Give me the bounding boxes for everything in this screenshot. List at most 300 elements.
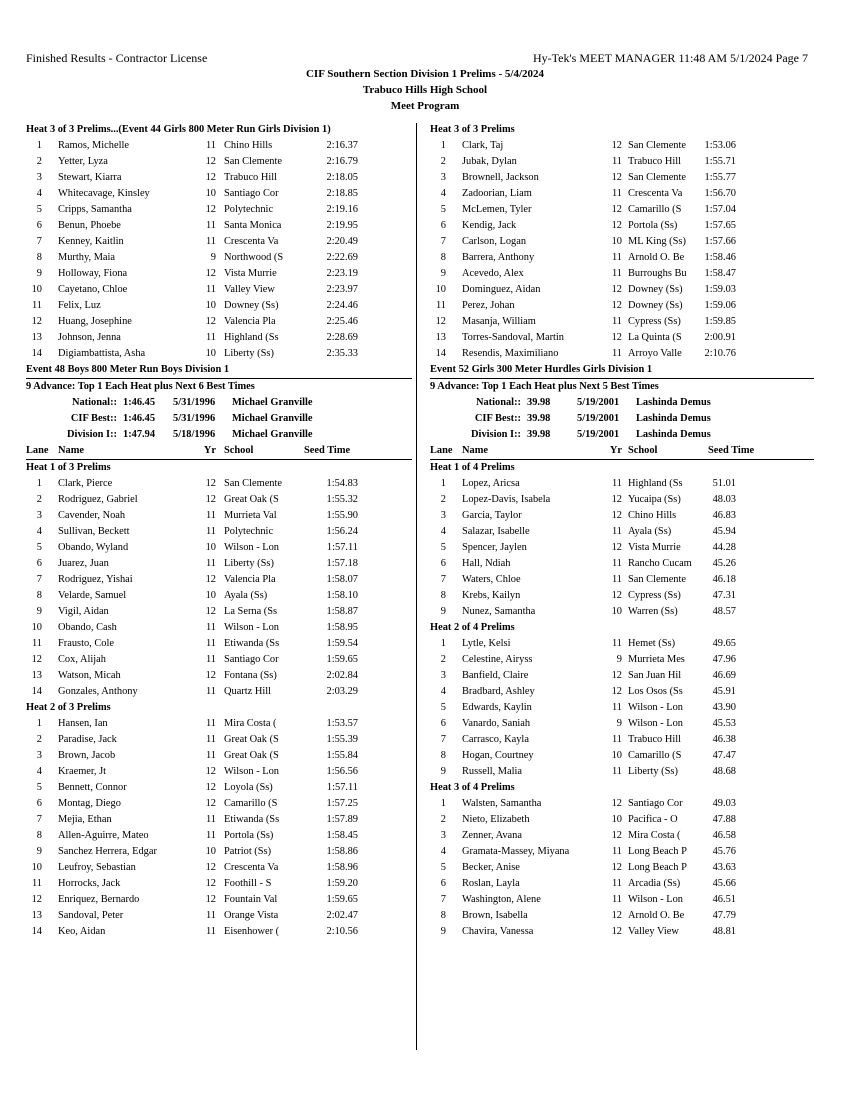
entry-name: Enriquez, Bernardo bbox=[58, 894, 140, 905]
entry-school: Downey (Ss) bbox=[628, 300, 683, 311]
entry-school: Orange Vista bbox=[224, 910, 279, 921]
entry-school: Arcadia (Ss) bbox=[628, 878, 681, 889]
entry-place: 8 bbox=[440, 590, 446, 601]
entry-name: Ramos, Michelle bbox=[58, 140, 129, 151]
record-holder: Lashinda Demus bbox=[636, 429, 711, 440]
entry-yr: 11 bbox=[611, 846, 622, 857]
entry-yr: 12 bbox=[205, 268, 216, 279]
heat-title bbox=[430, 620, 814, 636]
entry-yr: 12 bbox=[205, 766, 216, 777]
entry-time: 1:57.11 bbox=[326, 782, 358, 793]
entry-time: 2:22.69 bbox=[326, 252, 358, 263]
seed-row bbox=[26, 636, 412, 652]
entry-place: 2 bbox=[440, 156, 446, 167]
entry-place: 6 bbox=[36, 558, 42, 569]
entry-place: 8 bbox=[440, 910, 446, 921]
entry-school: Fontana (Ss) bbox=[224, 670, 277, 681]
heat-title bbox=[430, 122, 814, 138]
entry-name: Cayetano, Chloe bbox=[58, 284, 128, 295]
entry-school: Cypress (Ss) bbox=[628, 590, 681, 601]
entry-time: 47.79 bbox=[712, 910, 736, 921]
entry-yr: 12 bbox=[205, 478, 216, 489]
entry-school: Northwood (S bbox=[224, 252, 284, 263]
entry-name: Huang, Josephine bbox=[58, 316, 132, 327]
event-title-text: Event 48 Boys 800 Meter Run Boys Division 1 bbox=[26, 364, 230, 375]
entry-time: 2:16.37 bbox=[326, 140, 358, 151]
event-title bbox=[26, 362, 412, 379]
seed-row bbox=[430, 844, 814, 860]
entry-yr: 12 bbox=[611, 542, 622, 553]
entry-school: Ayala (Ss) bbox=[628, 526, 672, 537]
entry-name: Obando, Cash bbox=[58, 622, 117, 633]
entry-time: 1:59.03 bbox=[704, 284, 736, 295]
entry-name: Johnson, Jenna bbox=[58, 332, 121, 343]
entry-school: Great Oak (S bbox=[224, 494, 279, 505]
entry-name: Yetter, Lyza bbox=[58, 156, 108, 167]
entry-place: 5 bbox=[440, 702, 446, 713]
entry-time: 1:56.70 bbox=[704, 188, 736, 199]
entry-place: 8 bbox=[440, 750, 446, 761]
record-line bbox=[430, 411, 814, 427]
record-line bbox=[26, 427, 412, 443]
entry-yr: 11 bbox=[205, 510, 216, 521]
entry-place: 13 bbox=[31, 332, 42, 343]
record-value: 39.98 bbox=[527, 413, 551, 424]
col-school: School bbox=[224, 445, 254, 456]
entry-place: 9 bbox=[440, 606, 446, 617]
entry-time: 1:59.54 bbox=[326, 638, 358, 649]
entry-school: Etiwanda (Ss bbox=[224, 814, 280, 825]
heat-title-text: Heat 2 of 3 Prelims bbox=[26, 702, 111, 713]
entry-school: La Serna (Ss bbox=[224, 606, 278, 617]
entry-yr: 11 bbox=[205, 686, 216, 697]
entry-yr: 12 bbox=[611, 926, 622, 937]
seed-row bbox=[26, 572, 412, 588]
entry-name: Krebs, Kailyn bbox=[462, 590, 521, 601]
entry-yr: 10 bbox=[205, 188, 216, 199]
entry-name: Russell, Malia bbox=[462, 766, 523, 777]
record-date: 5/19/2001 bbox=[577, 397, 620, 408]
seed-row bbox=[26, 556, 412, 572]
entry-school: Cypress (Ss) bbox=[628, 316, 681, 327]
entry-name: Nunez, Samantha bbox=[462, 606, 536, 617]
entry-yr: 12 bbox=[205, 798, 216, 809]
entry-yr: 10 bbox=[611, 606, 622, 617]
entry-place: 7 bbox=[36, 236, 42, 247]
seed-row bbox=[26, 876, 412, 892]
entry-time: 1:58.10 bbox=[326, 590, 358, 601]
heat-title bbox=[430, 780, 814, 796]
entry-yr: 11 bbox=[205, 910, 216, 921]
record-label: Division I:: bbox=[471, 429, 521, 440]
record-date: 5/19/2001 bbox=[577, 413, 620, 424]
seed-row bbox=[26, 684, 412, 700]
entry-time: 51.01 bbox=[712, 478, 736, 489]
entry-yr: 11 bbox=[611, 878, 622, 889]
entry-place: 3 bbox=[36, 510, 42, 521]
entry-name: Lopez, Aricsa bbox=[462, 478, 520, 489]
entry-place: 3 bbox=[440, 670, 446, 681]
entry-name: Nieto, Elizabeth bbox=[462, 814, 530, 825]
entry-yr: 11 bbox=[611, 252, 622, 263]
entry-time: 49.65 bbox=[712, 638, 736, 649]
entry-time: 2:02.84 bbox=[326, 670, 358, 681]
entry-yr: 11 bbox=[205, 558, 216, 569]
entry-name: Allen-Aguirre, Mateo bbox=[58, 830, 149, 841]
col-yr: Yr bbox=[203, 445, 216, 456]
entry-school: Long Beach P bbox=[628, 846, 687, 857]
seed-row bbox=[430, 524, 814, 540]
entry-yr: 11 bbox=[611, 638, 622, 649]
entry-yr: 11 bbox=[205, 526, 216, 537]
entry-place: 5 bbox=[36, 782, 42, 793]
entry-name: Clark, Taj bbox=[462, 140, 504, 151]
entry-name: Resendis, Maximiliano bbox=[462, 348, 559, 359]
right-column bbox=[430, 122, 814, 940]
entry-yr: 10 bbox=[205, 846, 216, 857]
entry-yr: 11 bbox=[611, 574, 622, 585]
entry-school: San Clemente bbox=[628, 140, 687, 151]
entry-yr: 11 bbox=[611, 894, 622, 905]
record-line bbox=[26, 395, 412, 411]
entry-place: 9 bbox=[440, 766, 446, 777]
entry-yr: 12 bbox=[205, 316, 216, 327]
seed-row bbox=[26, 892, 412, 908]
record-label: National:: bbox=[475, 397, 521, 408]
entry-school: Yucaipa (Ss) bbox=[628, 494, 681, 505]
entry-school: Crescenta Va bbox=[224, 862, 279, 873]
entry-place: 8 bbox=[36, 590, 42, 601]
entry-place: 4 bbox=[36, 188, 42, 199]
entry-time: 1:58.96 bbox=[326, 862, 358, 873]
entry-name: Gonzales, Anthony bbox=[58, 686, 138, 697]
entry-name: Mejia, Ethan bbox=[58, 814, 112, 825]
seed-row bbox=[26, 796, 412, 812]
entry-name: Leufroy, Sebastian bbox=[58, 862, 136, 873]
entry-time: 2:18.85 bbox=[326, 188, 358, 199]
result-row bbox=[430, 202, 814, 218]
entry-school: Rancho Cucam bbox=[628, 558, 692, 569]
entry-school: Great Oak (S bbox=[224, 750, 279, 761]
entry-school: Vista Murrie bbox=[628, 542, 681, 553]
entry-school: Liberty (Ss) bbox=[224, 348, 274, 359]
entry-school: Liberty (Ss) bbox=[628, 766, 678, 777]
entry-school: Polytechnic bbox=[224, 204, 274, 215]
entry-name: Spencer, Jaylen bbox=[462, 542, 527, 553]
entry-yr: 11 bbox=[611, 734, 622, 745]
record-value: 1:47.94 bbox=[123, 429, 156, 440]
entry-yr: 11 bbox=[611, 526, 622, 537]
result-row bbox=[430, 218, 814, 234]
entry-time: 2:23.19 bbox=[326, 268, 358, 279]
heat-title-text: Heat 1 of 3 Prelims bbox=[26, 462, 111, 473]
entry-time: 1:57.11 bbox=[326, 542, 358, 553]
result-row bbox=[430, 266, 814, 282]
entry-place: 14 bbox=[31, 686, 42, 697]
entry-place: 11 bbox=[31, 300, 42, 311]
entry-place: 6 bbox=[36, 798, 42, 809]
entry-school: Arnold O. Be bbox=[628, 252, 685, 263]
entry-school: Murrieta Mes bbox=[628, 654, 685, 665]
col-seed: Seed Time bbox=[708, 445, 755, 456]
entry-place: 3 bbox=[440, 172, 446, 183]
entry-yr: 11 bbox=[205, 284, 216, 295]
entry-place: 2 bbox=[36, 734, 42, 745]
entry-school: Valencia Pla bbox=[224, 574, 276, 585]
record-holder: Lashinda Demus bbox=[636, 413, 711, 424]
entry-time: 45.66 bbox=[712, 878, 736, 889]
col-name: Name bbox=[58, 445, 84, 456]
record-label: Division I:: bbox=[67, 429, 117, 440]
entry-time: 2:23.97 bbox=[326, 284, 358, 295]
entry-place: 2 bbox=[440, 654, 446, 665]
entry-place: 1 bbox=[36, 718, 42, 729]
entry-time: 48.03 bbox=[712, 494, 736, 505]
seed-row bbox=[430, 860, 814, 876]
entry-school: Loyola (Ss) bbox=[224, 782, 273, 793]
entry-name: Cavender, Noah bbox=[58, 510, 126, 521]
result-row bbox=[430, 234, 814, 250]
entry-time: 1:59.65 bbox=[326, 894, 358, 905]
entry-school: Mira Costa ( bbox=[224, 718, 277, 729]
seed-row bbox=[26, 540, 412, 556]
entry-name: Holloway, Fiona bbox=[58, 268, 128, 279]
entry-time: 1:55.90 bbox=[326, 510, 358, 521]
entry-time: 2:28.69 bbox=[326, 332, 358, 343]
entry-school: Long Beach P bbox=[628, 862, 687, 873]
record-label: CIF Best:: bbox=[474, 413, 521, 424]
entry-time: 45.26 bbox=[712, 558, 736, 569]
entry-school: Quartz Hill bbox=[224, 686, 272, 697]
entry-name: Torres-Sandoval, Martin bbox=[462, 332, 564, 343]
entry-school: Santiago Cor bbox=[628, 798, 683, 809]
entry-place: 14 bbox=[31, 926, 42, 937]
result-row bbox=[430, 186, 814, 202]
entry-yr: 12 bbox=[611, 798, 622, 809]
entry-yr: 12 bbox=[205, 670, 216, 681]
entry-name: Brown, Jacob bbox=[58, 750, 116, 761]
record-value: 39.98 bbox=[527, 397, 551, 408]
entry-place: 4 bbox=[36, 766, 42, 777]
entry-time: 2:18.05 bbox=[326, 172, 358, 183]
entry-name: Zadoorian, Liam bbox=[462, 188, 532, 199]
entry-name: Benun, Phoebe bbox=[58, 220, 121, 231]
entry-time: 2:10.76 bbox=[704, 348, 736, 359]
entry-name: Hansen, Ian bbox=[58, 718, 108, 729]
heat-title-text: Heat 3 of 4 Prelims bbox=[430, 782, 515, 793]
entry-name: Becker, Anise bbox=[462, 862, 520, 873]
entry-place: 4 bbox=[440, 188, 446, 199]
entry-place: 10 bbox=[31, 622, 42, 633]
entry-name: Hogan, Courtney bbox=[462, 750, 534, 761]
entry-yr: 12 bbox=[205, 862, 216, 873]
entry-place: 12 bbox=[31, 894, 42, 905]
entry-place: 4 bbox=[440, 686, 446, 697]
report-source: Finished Results - Contractor License bbox=[26, 51, 208, 65]
entry-time: 46.69 bbox=[712, 670, 736, 681]
entry-place: 1 bbox=[440, 478, 446, 489]
entry-time: 1:57.04 bbox=[704, 204, 736, 215]
entry-time: 1:59.20 bbox=[326, 878, 358, 889]
entry-name: Bradbard, Ashley bbox=[462, 686, 535, 697]
entry-school: Wilson - Lon bbox=[628, 702, 683, 713]
entry-time: 47.88 bbox=[712, 814, 736, 825]
entry-time: 2:25.46 bbox=[326, 316, 358, 327]
result-row bbox=[430, 330, 814, 346]
entry-place: 10 bbox=[31, 862, 42, 873]
result-row bbox=[26, 266, 412, 282]
entry-time: 1:56.56 bbox=[326, 766, 358, 777]
entry-place: 5 bbox=[440, 542, 446, 553]
entry-name: Horrocks, Jack bbox=[58, 878, 121, 889]
seed-row bbox=[26, 716, 412, 732]
entry-name: Washington, Alene bbox=[462, 894, 541, 905]
entry-name: Felix, Luz bbox=[58, 300, 101, 311]
entry-name: Rodriguez, Gabriel bbox=[58, 494, 138, 505]
entry-place: 3 bbox=[440, 510, 446, 521]
column-headers bbox=[26, 443, 412, 460]
entry-school: Chino Hills bbox=[628, 510, 677, 521]
entry-time: 47.31 bbox=[712, 590, 736, 601]
entry-yr: 12 bbox=[205, 782, 216, 793]
entry-school: Downey (Ss) bbox=[628, 284, 683, 295]
seed-row bbox=[26, 620, 412, 636]
entry-place: 4 bbox=[440, 526, 446, 537]
entry-time: 43.63 bbox=[712, 862, 736, 873]
entry-yr: 12 bbox=[205, 204, 216, 215]
entry-place: 7 bbox=[440, 236, 446, 247]
entry-time: 45.53 bbox=[712, 718, 736, 729]
entry-place: 9 bbox=[36, 606, 42, 617]
entry-place: 12 bbox=[31, 654, 42, 665]
entry-time: 2:16.79 bbox=[326, 156, 358, 167]
entry-name: Sandoval, Peter bbox=[58, 910, 124, 921]
advance-rule bbox=[430, 379, 814, 395]
heat-title-text: Heat 1 of 4 Prelims bbox=[430, 462, 515, 473]
entry-name: Hall, Ndiah bbox=[462, 558, 511, 569]
result-row bbox=[26, 202, 412, 218]
entry-yr: 12 bbox=[205, 878, 216, 889]
entry-yr: 11 bbox=[205, 236, 216, 247]
entry-time: 2:03.29 bbox=[326, 686, 358, 697]
seed-row bbox=[430, 748, 814, 764]
entry-school: Wilson - Lon bbox=[224, 766, 279, 777]
entry-place: 9 bbox=[440, 268, 446, 279]
entry-yr: 12 bbox=[611, 670, 622, 681]
entry-time: 44.28 bbox=[712, 542, 736, 553]
advance-rule-text: 9 Advance: Top 1 Each Heat plus Next 5 Best Times bbox=[430, 381, 659, 392]
seed-row bbox=[430, 796, 814, 812]
seed-row bbox=[26, 860, 412, 876]
entry-place: 5 bbox=[36, 204, 42, 215]
entry-school: Camarillo (S bbox=[628, 204, 682, 215]
result-row bbox=[430, 154, 814, 170]
entry-name: Velarde, Samuel bbox=[58, 590, 127, 601]
result-row bbox=[430, 250, 814, 266]
entry-yr: 12 bbox=[611, 332, 622, 343]
entry-name: Brownell, Jackson bbox=[462, 172, 539, 183]
heat-title-text: Heat 2 of 4 Prelims bbox=[430, 622, 515, 633]
column-headers bbox=[430, 443, 814, 460]
entry-school: Camarillo (S bbox=[628, 750, 682, 761]
entry-place: 1 bbox=[440, 140, 446, 151]
seed-row bbox=[26, 508, 412, 524]
entry-name: Cripps, Samantha bbox=[58, 204, 132, 215]
entry-time: 2:10.56 bbox=[326, 926, 358, 937]
entry-school: Great Oak (S bbox=[224, 734, 279, 745]
entry-name: Garcia, Taylor bbox=[462, 510, 522, 521]
entry-place: 1 bbox=[36, 140, 42, 151]
entry-yr: 12 bbox=[611, 284, 622, 295]
entry-school: San Clemente bbox=[224, 156, 283, 167]
entry-school: Santa Monica bbox=[224, 220, 282, 231]
entry-time: 47.96 bbox=[712, 654, 736, 665]
heat-title bbox=[26, 460, 412, 476]
entry-time: 1:58.07 bbox=[326, 574, 358, 585]
entry-yr: 11 bbox=[611, 316, 622, 327]
meet-program: Meet Program bbox=[390, 100, 460, 112]
entry-yr: 11 bbox=[205, 718, 216, 729]
entry-place: 1 bbox=[36, 478, 42, 489]
entry-place: 6 bbox=[440, 220, 446, 231]
entry-school: Vista Murrie bbox=[224, 268, 277, 279]
entry-yr: 11 bbox=[611, 478, 622, 489]
entry-yr: 11 bbox=[205, 734, 216, 745]
entry-place: 1 bbox=[440, 638, 446, 649]
entry-school: Crescenta Va bbox=[224, 236, 279, 247]
entry-school: Trabuco Hill bbox=[628, 734, 682, 745]
entry-name: Lopez-Davis, Isabela bbox=[462, 494, 551, 505]
seed-row bbox=[430, 508, 814, 524]
entry-name: Murthy, Maia bbox=[58, 252, 116, 263]
col-yr: Yr bbox=[609, 445, 622, 456]
entry-place: 7 bbox=[36, 814, 42, 825]
result-row bbox=[26, 186, 412, 202]
col-name: Name bbox=[462, 445, 488, 456]
entry-yr: 11 bbox=[205, 750, 216, 761]
entry-school: Burroughs Bu bbox=[628, 268, 687, 279]
entry-school: Camarillo (S bbox=[224, 798, 278, 809]
entry-time: 49.03 bbox=[712, 798, 736, 809]
entry-name: Clark, Pierce bbox=[58, 478, 113, 489]
seed-row bbox=[430, 924, 814, 940]
entry-place: 13 bbox=[31, 910, 42, 921]
entry-yr: 10 bbox=[611, 236, 622, 247]
entry-place: 1 bbox=[440, 798, 446, 809]
entry-school: ML King (Ss) bbox=[628, 236, 686, 247]
entry-place: 3 bbox=[36, 750, 42, 761]
seed-row bbox=[430, 652, 814, 668]
seed-row bbox=[430, 828, 814, 844]
entry-time: 46.58 bbox=[712, 830, 736, 841]
entry-yr: 12 bbox=[611, 590, 622, 601]
entry-school: Mira Costa ( bbox=[628, 830, 681, 841]
seed-row bbox=[430, 716, 814, 732]
seed-row bbox=[26, 908, 412, 924]
result-row bbox=[26, 154, 412, 170]
result-row bbox=[26, 250, 412, 266]
entry-school: San Clemente bbox=[628, 574, 687, 585]
entry-name: Lytle, Kelsi bbox=[462, 638, 511, 649]
entry-school: Crescenta Va bbox=[628, 188, 683, 199]
record-date: 5/19/2001 bbox=[577, 429, 620, 440]
record-date: 5/31/1996 bbox=[173, 413, 216, 424]
entry-place: 2 bbox=[36, 156, 42, 167]
entry-time: 2:19.95 bbox=[326, 220, 358, 231]
record-holder: Michael Granville bbox=[232, 397, 313, 408]
seed-row bbox=[430, 540, 814, 556]
entry-yr: 12 bbox=[205, 172, 216, 183]
